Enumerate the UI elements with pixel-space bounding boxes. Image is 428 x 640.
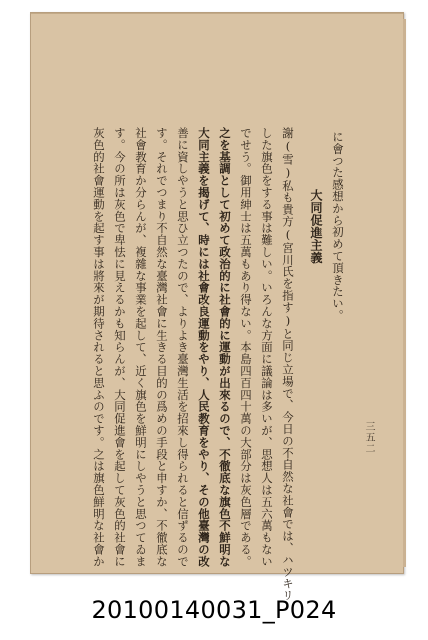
text-line-4: でせう。御用紳士は五萬もあり得ない。本島四百四十萬の大部分は灰色層である。 [239, 127, 253, 568]
archive-id-caption: 20100140031_P024 [91, 596, 337, 624]
text-line-7: 善に資しやうと思ひ立つたので、よりよき臺灣生活を招來し得られると信ずるので [176, 127, 190, 568]
text-line-2: 謝(雪)私も貴方(宮川氏を指す)と同じ立場で、今日の不自然な社會では、ハツキリ [281, 127, 295, 602]
text-line-11: 灰色的社會運動を起す事は將來が期待されると思ふのです。之は旗色鮮明な社會か [92, 127, 106, 568]
page-top-edge [31, 13, 403, 14]
text-line-9: 社會教育か分らんが、複雜な事業を起して、近く旗色を鮮明にしやうと思つてゐま [134, 127, 148, 568]
section-heading: 大同促進主義 [309, 189, 323, 264]
text-line-6: 大同主義を揭げて、時には社會改良運動をやり、人民教育をやり、その他臺灣の改 [197, 127, 211, 568]
text-line-1: に會つた感想から初めて頂きたい。 [331, 131, 345, 322]
page-number: 三五二 [363, 421, 374, 454]
page-side-edge [403, 19, 406, 567]
text-line-5: 之を基調として初めて政治的に社會的に運動が出來るので、不徹底な旗色不鮮明な [218, 127, 232, 568]
text-line-8: す。それでつまり不自然な臺灣社會に生きる目的の爲めの手段と申すか、不徹底な [155, 127, 169, 568]
text-line-3: した旗色をする事は難しい。いろんな方面に議論は多いが、思想人は五六萬もない [260, 127, 274, 568]
text-line-10: す。今の所は灰色で卑怯に見えるかも知らんが、大同促進會を起して灰色的社會に [113, 127, 127, 568]
document-page [30, 12, 404, 602]
